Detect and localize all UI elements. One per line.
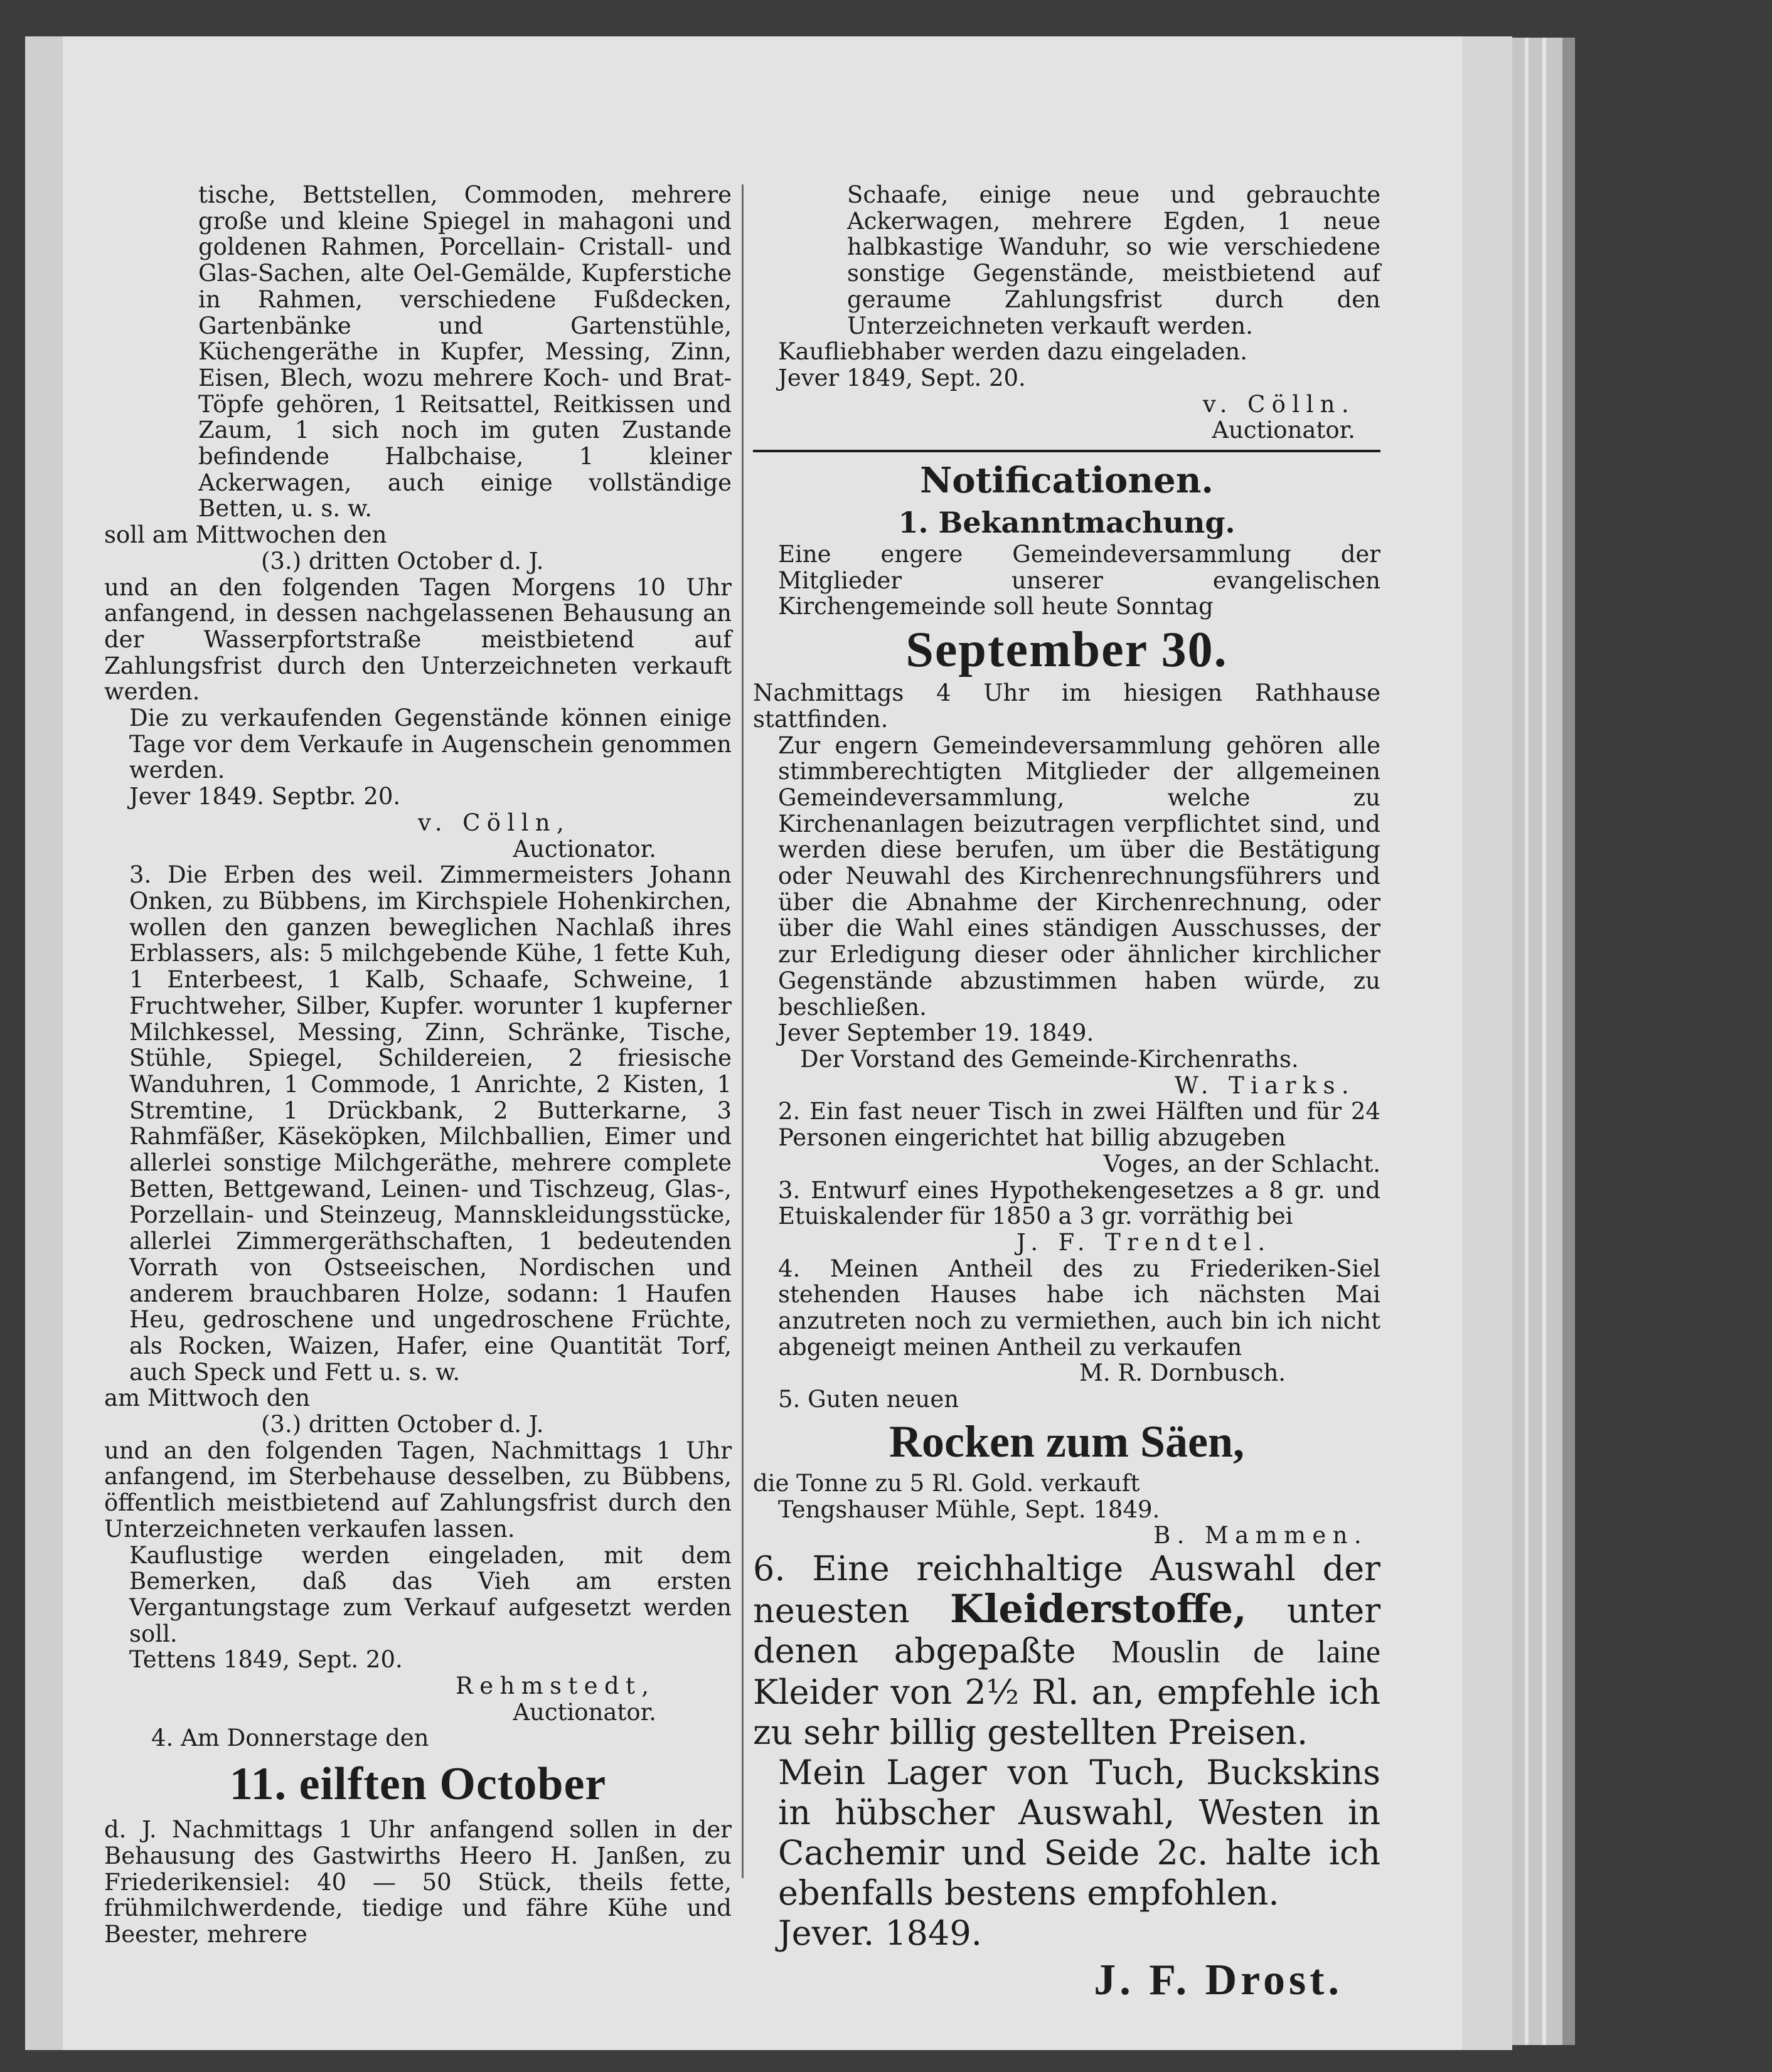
announcement-body: Zur engern Gemeindeversammlung gehören alle stimmberechtigten Mitglieder der allgemeinen Gemeindeversammlung, welche zu Kirchenanlagen beizutragen verpflichtet sind, und werden diese berufen, um über die Bestätigung oder Neuwahl des Kirchenrechnungsführers und über die Abnahme der Kirchenrechnung, oder über die Wahl eines ständigen Ausschusses, der zur Erledigung dieser oder ähnlicher kirchlicher Gegenstände abzustimmen haben würde, zu beschließen. <box>778 731 1380 1021</box>
newspaper-page <box>25 36 1512 2050</box>
ad6-text-b: unter denen abgepaßte <box>753 1590 1381 1671</box>
announcement-date: September 30. <box>905 622 1228 678</box>
auction-continuation: tische, Bettstellen, Commoden, mehrere große und kleine Spiegel in mahagoni und goldenen Rahmen, Porcellain- Cristall- und Glas-Sachen, alte Oel-Gemälde, Kupferstiche in Rahmen, verschiedene Fußdecken, Gartenbänke und Gartenstühle, Küchengeräthe in Kupfer, Messing, Zinn, Eisen, Blech, wozu mehrere Koch- und Brat-Töpfe gehören, 1 Reitsattel, Reitkissen und Zaum, 1 sich noch im guten Zustande befindende Halbchaise, 1 kleiner Ackerwagen, auch einige vollständige Betten, u. s. w. <box>198 181 732 523</box>
notice-5: 5. Guten neuen <box>778 1386 959 1413</box>
notice-4-big-date: 11. eilften October <box>229 1758 607 1810</box>
ad6-mouslin: Mouslin de laine <box>1111 1634 1380 1670</box>
ad6-signature: J. F. Drost. <box>1094 1955 1343 2004</box>
notice-3-place-date: Tettens 1849, Sept. 20. <box>129 1646 403 1674</box>
column-divider <box>742 184 744 1878</box>
notice-4-terms: d. J. Nachmittags 1 Uhr anfangend sollen in der Behausung des Gastwirths Heero H. Janßen, zu Friederikensiel: 40 — 50 Stück, theils fette, frühmilchwerdende, tiedige und fähre Kühe und Beester, mehrere <box>104 1816 732 1948</box>
auction-date: (3.) dritten October d. J. <box>261 547 544 575</box>
notice-3-right: 3. Entwurf eines Hypothekengesetzes a 8 gr. und Etuiskalender für 1850 a 3 gr. vorräthig bei <box>778 1176 1380 1230</box>
notice-3: 3. Die Erben des weil. Zimmermeisters Johann Onken, zu Bübbens, im Kirchspiele Hohenkirchen, wollen den ganzen beweglichen Nachlaß ihres Erblassers, als: 5 milchgebende Kühe, 1 fette Kuh, 1 Enterbeest, 1 Kalb, Schaafe, Schweine, 1 Fruchtweher, Silber, Kupfer. worunter 1 kupferner Milchkessel, Messing, Zinn, Schränke, Tische, Stühle, Spiegel, Schildereien, 2 friesische Wanduhren, 1 Commode, 1 Anrichte, 2 Kisten, 1 Stremtine, 1 Drückbank, 2 Butterkarne, 3 Rahmfäßer, Käseköpken, Milchballien, Eimer und allerlei sonstige Milchgeräthe, mehrere complete Betten, Bettgewand, Leinen- und Tischzeug, Glas-, Porzellain- und Steinzeug, Mannskleidungsstücke, allerlei Zimmergeräthschaften, 1 bedeutenden Vorrath von Ostseeischen, Nordischen und anderem brauchbaren Holze, sodann: 1 Haufen Heu, gedroschene und ungedroschene Früchte, als Rocken, Waizen, Hafer, eine Quantität Torf, auch Speck und Fett u. s. w. <box>129 861 732 1386</box>
announcement-place-date: Jever September 19. 1849. <box>778 1019 1094 1047</box>
right-place-date: Jever 1849, Sept. 20. <box>778 364 1026 391</box>
notice-3-buyers: Kauflustige werden eingeladen, mit dem Bemerken, daß das Vieh am ersten Vergantungstage zum Verkauf aufgesetzt werden soll. <box>129 1541 732 1647</box>
advertisement-6 <box>753 1549 1380 1953</box>
notice-5-place-date: Tengshauser Mühle, Sept. 1849. <box>778 1496 1160 1523</box>
section-heading: Notificationen. <box>920 460 1214 502</box>
notice-5-signature: B. Mammen. <box>1153 1522 1368 1549</box>
notice-5-headline: Rocken zum Säen, <box>889 1416 1244 1467</box>
auction-continuation-right: Schaafe, einige neue und gebrauchte Ackerwagen, mehrere Egden, 1 neue halbkastige Wanduhr, so wie verschiedene sonstige Gegenstände, meistbietend auf geraume Zahlungsfrist durch den Unterzeichneten verkauft werden. <box>847 181 1380 339</box>
announcement-heading: 1. Bekanntmachung. <box>898 506 1236 540</box>
ad6-kleiderstoffe: Kleiderstoffe, <box>949 1585 1247 1632</box>
notice-4-right: 4. Meinen Antheil des zu Friederiken-Siel stehenden Hauses habe ich nächsten Mai anzutreten noch zu vermiethen, auch bin ich nicht abgeneigt meinen Antheil zu verkaufen <box>778 1255 1380 1361</box>
ad6-text-d: Mein Lager von Tuch, Buckskins in hübscher Auswahl, Westen in Cachemir und Seide 2c. halte ich ebenfalls bestens empfohlen. <box>778 1752 1380 1913</box>
notice-4: 4. Am Donnerstage den <box>151 1724 429 1752</box>
ad6-text-c: Kleider von 2½ Rl. an, empfehle ich zu sehr billig gestellten Preisen. <box>753 1672 1380 1752</box>
notice-3-terms: und an den folgenden Tagen, Nachmittags 1 Uhr anfangend, im Sterbehause desselben, zu Bübbens, öffentlich meistbietend auf Zahlungsfrist durch den Unterzeichneten verkaufen lassen. <box>104 1437 732 1543</box>
section-rule <box>753 450 1380 452</box>
auction-date-intro: soll am Mittwochen den <box>104 521 387 549</box>
notice-2: 2. Ein fast neuer Tisch in zwei Hälften und für 24 Personen eingerichtet hat billig abzugeben <box>778 1098 1380 1152</box>
notice-5-price: die Tonne zu 5 Rl. Gold. verkauft <box>753 1469 1140 1497</box>
right-auctioneer-name: v. Cölln. <box>1202 390 1355 418</box>
buyers-invited: Kaufliebhaber werden dazu eingeladen. <box>778 338 1248 366</box>
left-column <box>104 182 732 1948</box>
auctioneer-role: Auctionator. <box>513 835 656 863</box>
auctioneer-name: v. Cölln, <box>418 809 571 836</box>
notice-3-date: (3.) dritten October d. J. <box>261 1411 544 1438</box>
notice-4-right-signature: M. R. Dornbusch. <box>1079 1359 1286 1387</box>
notice-3-right-signature: J. F. Trendtel. <box>1017 1228 1272 1256</box>
auction-inspection: Die zu verkaufenden Gegenstände können einige Tage vor dem Verkaufe in Augenschein genommen werden. <box>129 704 732 784</box>
auctioneer-2-role: Auctionator. <box>513 1698 656 1726</box>
ad6-text-a: 6. Eine reichhaltige Auswahl der neuesten <box>753 1548 1380 1630</box>
right-column <box>753 182 1380 2007</box>
announcement-board: Der Vorstand des Gemeinde-Kirchenraths. <box>800 1045 1299 1073</box>
auctioneer-2-name: Rehmstedt, <box>456 1672 656 1700</box>
auction-place-date: Jever 1849. Septbr. 20. <box>129 783 401 810</box>
announcement-time: Nachmittags 4 Uhr im hiesigen Rathhause stattfinden. <box>753 679 1380 733</box>
right-auctioneer-role: Auctionator. <box>1212 417 1355 444</box>
auction-terms: und an den folgenden Tagen Morgens 10 Uhr anfangend, in dessen nachgelassenen Behausung an der Wasserpfortstraße meistbietend auf Zahlungsfrist durch den Unterzeichneten verkauft werden. <box>104 573 732 706</box>
ad6-place: Jever. 1849. <box>778 1913 982 1953</box>
announcement-intro: Eine engere Gemeindeversammlung der Mitglieder unserer evangelischen Kirchengemeinde soll heute Sonntag <box>778 541 1380 620</box>
notice-3-date-intro: am Mittwoch den <box>104 1384 311 1412</box>
notice-2-signature: Voges, an der Schlacht. <box>1103 1150 1380 1177</box>
announcement-signature: W. Tiarks. <box>1174 1071 1355 1099</box>
